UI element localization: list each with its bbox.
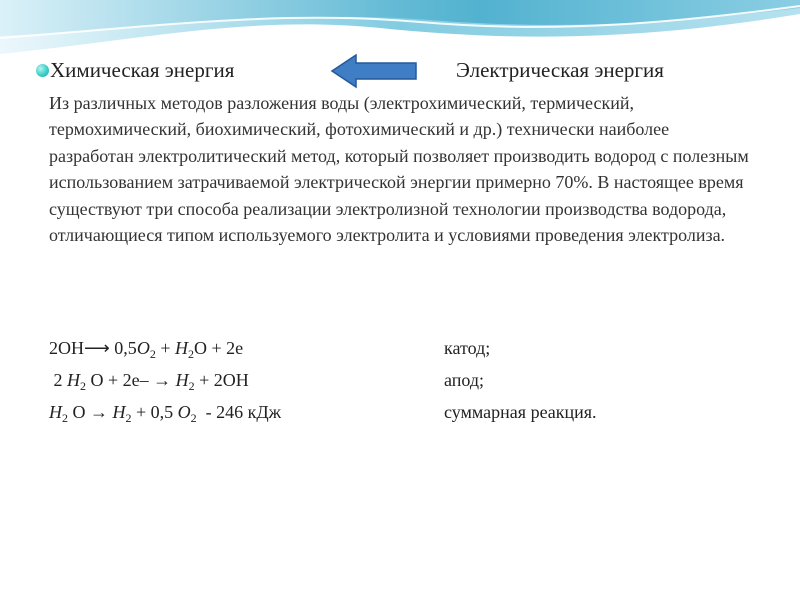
eq2-part: + 2OH xyxy=(194,370,249,390)
eq3-part: 2 xyxy=(190,411,197,425)
eq2-part: 2 xyxy=(80,379,86,393)
eq1-part: 2OH⟶ 0,5 xyxy=(49,338,137,358)
equation-anode xyxy=(49,370,249,400)
eq3-part: 2 xyxy=(125,411,132,425)
equation-note-cathode: катод; xyxy=(444,338,491,358)
eq1-part: 2 xyxy=(187,347,194,361)
eq3-part: O → xyxy=(68,402,113,422)
eq1-part: O xyxy=(136,338,150,358)
eq3-part: + 0,5 xyxy=(131,402,178,422)
equation-note-anode: апод; xyxy=(444,370,485,390)
arrow-left-icon xyxy=(330,53,420,89)
bullet-icon xyxy=(36,64,49,77)
title-chemical-energy: Химическая энергия xyxy=(50,58,235,82)
eq2-part: 2 xyxy=(49,370,67,390)
eq3-part: H xyxy=(49,402,62,422)
eq2-part: O + 2e– → xyxy=(86,370,176,390)
eq1-part: 2 xyxy=(149,347,156,361)
equation-overall xyxy=(49,402,281,432)
title-electric-energy: Электрическая энергия xyxy=(456,58,664,82)
body-paragraph: Из различных методов разложения воды (электрохимический, термический, термохимический, биохимический, фотохимический и др.) технически наиболее разработан электролитический метод, который позволяет производить водород с полезным использованием затрачиваемой электрической энергии примерно 70%. В настоящее время существуют три способа реализации электролизной технологии производства водорода, отличающиеся типом используемого электролита и условиями проведения электролиза. xyxy=(49,93,749,246)
eq2-part: 2 xyxy=(188,379,195,393)
equation-cathode xyxy=(49,338,243,368)
eq1-part: H xyxy=(174,338,188,358)
eq3-part: O xyxy=(177,402,191,422)
eq2-part: H xyxy=(175,370,189,390)
eq1-part: O + 2e xyxy=(193,338,244,358)
eq3-part: H xyxy=(112,402,126,422)
eq3-part: 2 xyxy=(62,411,68,425)
eq2-part: H xyxy=(67,370,80,390)
eq1-part: + xyxy=(155,338,175,358)
eq3-part: - 246 кДж xyxy=(196,402,282,422)
equation-note-overall: суммарная реакция. xyxy=(444,402,597,422)
